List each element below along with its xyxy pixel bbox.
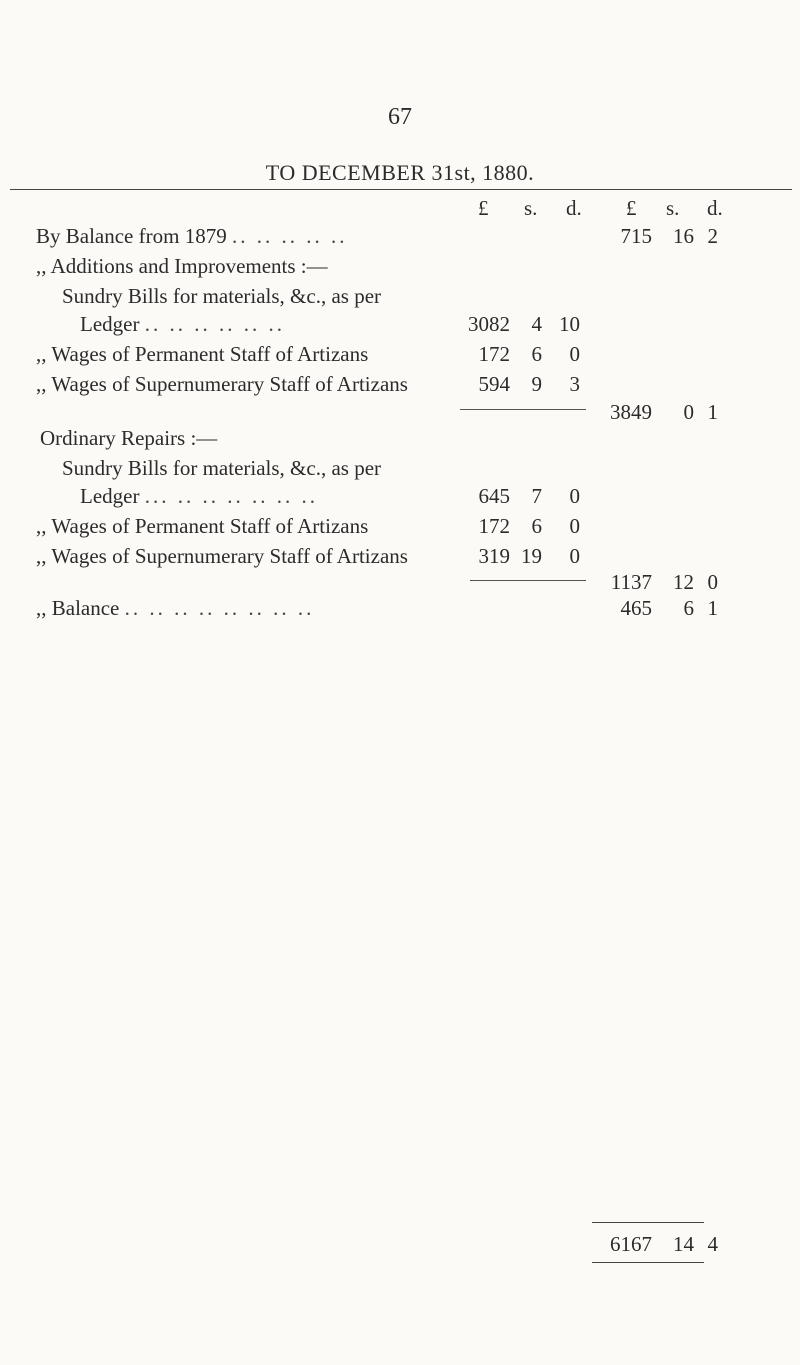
inner-pence-value: 0 — [569, 514, 580, 538]
total-rule-bottom — [592, 1262, 704, 1263]
outer-pence-value: 1 — [707, 596, 718, 620]
outer-pounds-value: 715 — [620, 224, 652, 248]
outer-pence-value: 1 — [707, 400, 718, 424]
page-heading: TO DECEMBER 31st, 1880. — [265, 160, 535, 185]
sundry-bills-line: Sundry Bills for materials, &c., as per — [62, 284, 382, 308]
outer-pence-value: 0 — [707, 570, 718, 594]
ledger-label: Ledger — [80, 312, 140, 336]
outer-shillings-value: 0 — [683, 400, 694, 424]
inner-shillings-value: 19 — [521, 544, 542, 568]
inner-pence-value: 10 — [559, 312, 580, 336]
wages-supernumerary-line: ,, Wages of Supernumerary Staff of Artizans — [36, 372, 408, 396]
outer-shillings-header: s. — [666, 196, 680, 220]
subtotal-rule — [460, 409, 586, 410]
inner-shillings-value: 4 — [531, 312, 542, 336]
inner-pence-value: 3 — [569, 372, 580, 396]
outer-pounds-value: 465 — [620, 596, 652, 620]
inner-shillings-value: 9 — [531, 372, 542, 396]
wages-supernumerary-line: ,, Wages of Supernumerary Staff of Artizans — [36, 544, 408, 568]
inner-shillings-value: 6 — [531, 514, 542, 538]
inner-pence-value: 0 — [569, 342, 580, 366]
leader-dots: .. .. .. .. .. .. — [144, 312, 285, 336]
outer-pounds-header: £ — [626, 196, 637, 220]
inner-shillings-value: 6 — [531, 342, 542, 366]
grand-total-pence: 4 — [707, 1232, 718, 1256]
outer-shillings-value: 16 — [673, 224, 694, 248]
page-number: 67 — [388, 104, 412, 130]
balance-from-label: By Balance from 1879 — [36, 224, 227, 248]
leader-dots: .. .. .. .. .. — [231, 224, 348, 248]
inner-pounds-value: 319 — [478, 544, 510, 568]
subtotal-rule — [470, 580, 586, 581]
leader-dots: ... .. .. .. .. .. .. — [144, 484, 318, 508]
inner-pounds-value: 594 — [478, 372, 510, 396]
ledger-label: Ledger — [80, 484, 140, 508]
balance-line — [36, 596, 314, 621]
outer-pence-header: d. — [707, 196, 723, 220]
outer-shillings-value: 12 — [673, 570, 694, 594]
inner-pence-header: d. — [566, 196, 582, 220]
inner-pounds-header: £ — [478, 196, 489, 220]
inner-shillings-header: s. — [524, 196, 538, 220]
outer-pounds-value: 1137 — [610, 570, 652, 594]
ledger-line — [80, 312, 285, 337]
ordinary-repairs-line: Ordinary Repairs :— — [40, 426, 218, 450]
outer-pounds-value: 3849 — [610, 400, 652, 424]
leader-dots: .. .. .. .. .. .. .. .. — [124, 596, 315, 620]
outer-pence-value: 2 — [707, 224, 718, 248]
inner-shillings-value: 7 — [531, 484, 542, 508]
total-rule-top — [592, 1222, 704, 1223]
grand-total-shillings: 14 — [673, 1232, 694, 1256]
ledger-line — [80, 484, 318, 509]
header-rule — [10, 189, 792, 190]
wages-permanent-line: ,, Wages of Permanent Staff of Artizans — [36, 514, 369, 538]
balance-label: ,, Balance — [36, 596, 120, 620]
inner-pounds-value: 645 — [478, 484, 510, 508]
inner-pounds-value: 172 — [478, 514, 510, 538]
inner-pounds-value: 172 — [478, 342, 510, 366]
grand-total-pounds: 6167 — [610, 1232, 652, 1256]
inner-pounds-value: 3082 — [468, 312, 510, 336]
wages-permanent-line: ,, Wages of Permanent Staff of Artizans — [36, 342, 369, 366]
inner-pence-value: 0 — [569, 544, 580, 568]
outer-shillings-value: 6 — [683, 596, 694, 620]
inner-pence-value: 0 — [569, 484, 580, 508]
sundry-bills-line: Sundry Bills for materials, &c., as per — [62, 456, 382, 480]
additions-line: ,, Additions and Improvements :— — [36, 254, 328, 278]
balance-from-line — [36, 224, 347, 249]
